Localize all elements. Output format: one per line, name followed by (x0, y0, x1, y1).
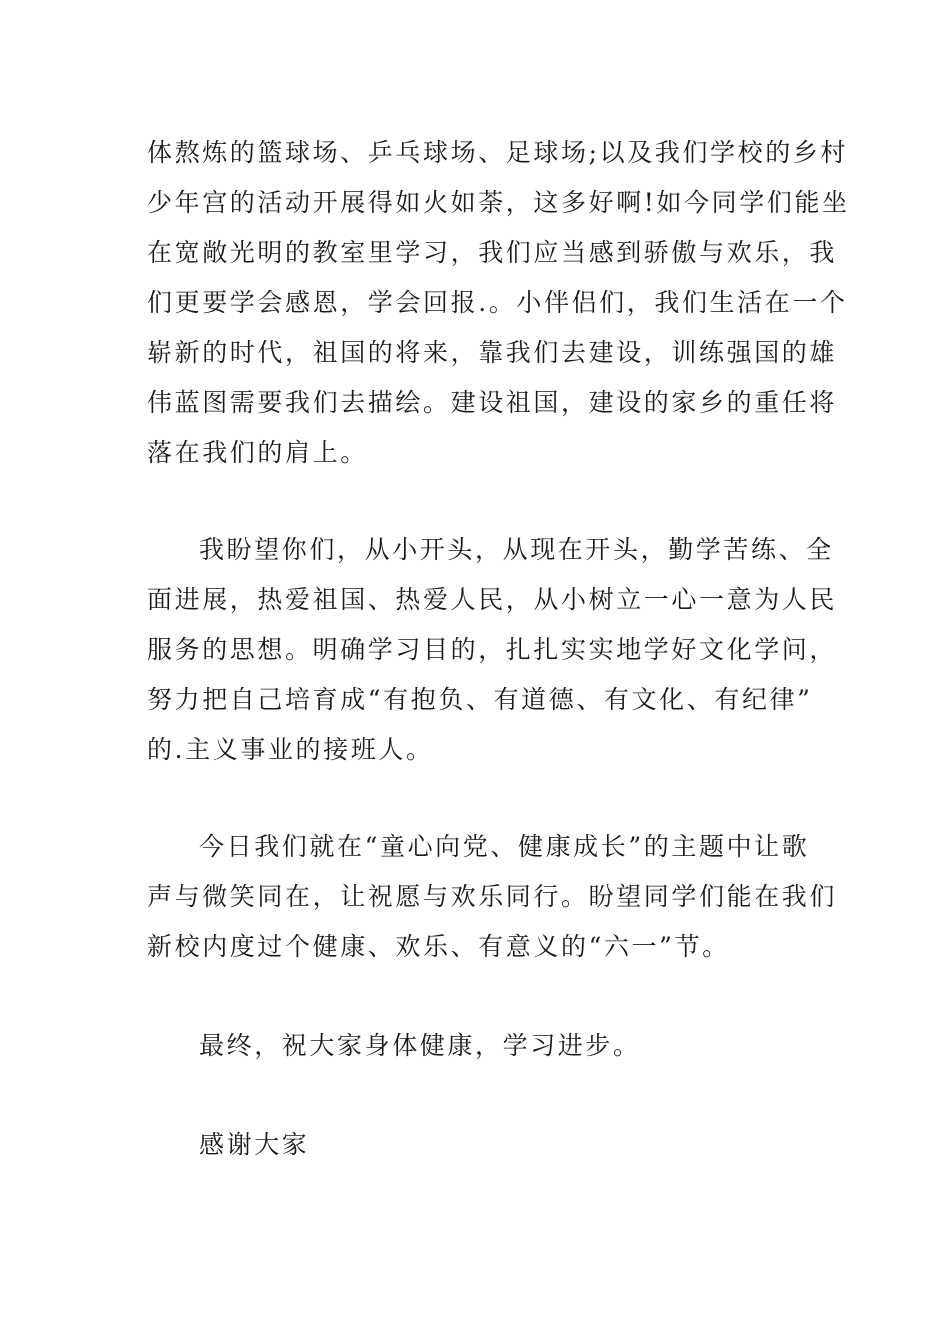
text-line: 体熬炼的篮球场、乒乓球场、足球场;以及我们学校的乡村 (147, 138, 849, 167)
text-line: 声与微笑同在，让祝愿与欢乐同行。盼望同学们能在我们 (147, 882, 838, 911)
paragraph-1 (147, 128, 850, 478)
text-line: 最终，祝大家身体健康，学习进步。 (199, 1031, 641, 1060)
paragraph-2 (147, 525, 838, 775)
text-line: 的.主义事业的接班人。 (147, 735, 434, 764)
text-line: 我盼望你们，从小开头，从现在开头，勤学苦练、全 (199, 535, 834, 564)
text-line: 伟蓝图需要我们去描绘。建设祖国，建设的家乡的重任将 (147, 388, 838, 417)
paragraph-5 (147, 1120, 807, 1170)
paragraph-4 (147, 1021, 807, 1071)
text-line: 努力把自己培育成“有抱负、有道德、有文化、有纪律” (147, 685, 813, 714)
text-line: 面进展，热爱祖国、热爱人民，从小树立一心一意为人民 (147, 585, 838, 614)
text-line: 在宽敞光明的教室里学习，我们应当感到骄傲与欢乐，我 (147, 238, 838, 267)
text-line: 服务的思想。明确学习目的，扎扎实实地学好文化学问， (147, 635, 838, 664)
paragraph-3 (147, 822, 838, 972)
text-line: 新校内度过个健康、欢乐、有意义的“六一”节。 (147, 932, 730, 961)
text-line: 崭新的时代，祖国的将来，靠我们去建设，训练强国的雄 (147, 338, 838, 367)
text-line: 今日我们就在“童心向党、健康成长”的主题中让歌 (199, 832, 810, 861)
text-line: 感谢大家 (199, 1130, 310, 1159)
text-line: 落在我们的肩上。 (147, 438, 368, 467)
text-line: 少年宫的活动开展得如火如荼，这多好啊!如今同学们能坐 (147, 188, 850, 217)
text-line: 们更要学会感恩，学会回报.。小伴侣们，我们生活在一个 (147, 288, 848, 317)
